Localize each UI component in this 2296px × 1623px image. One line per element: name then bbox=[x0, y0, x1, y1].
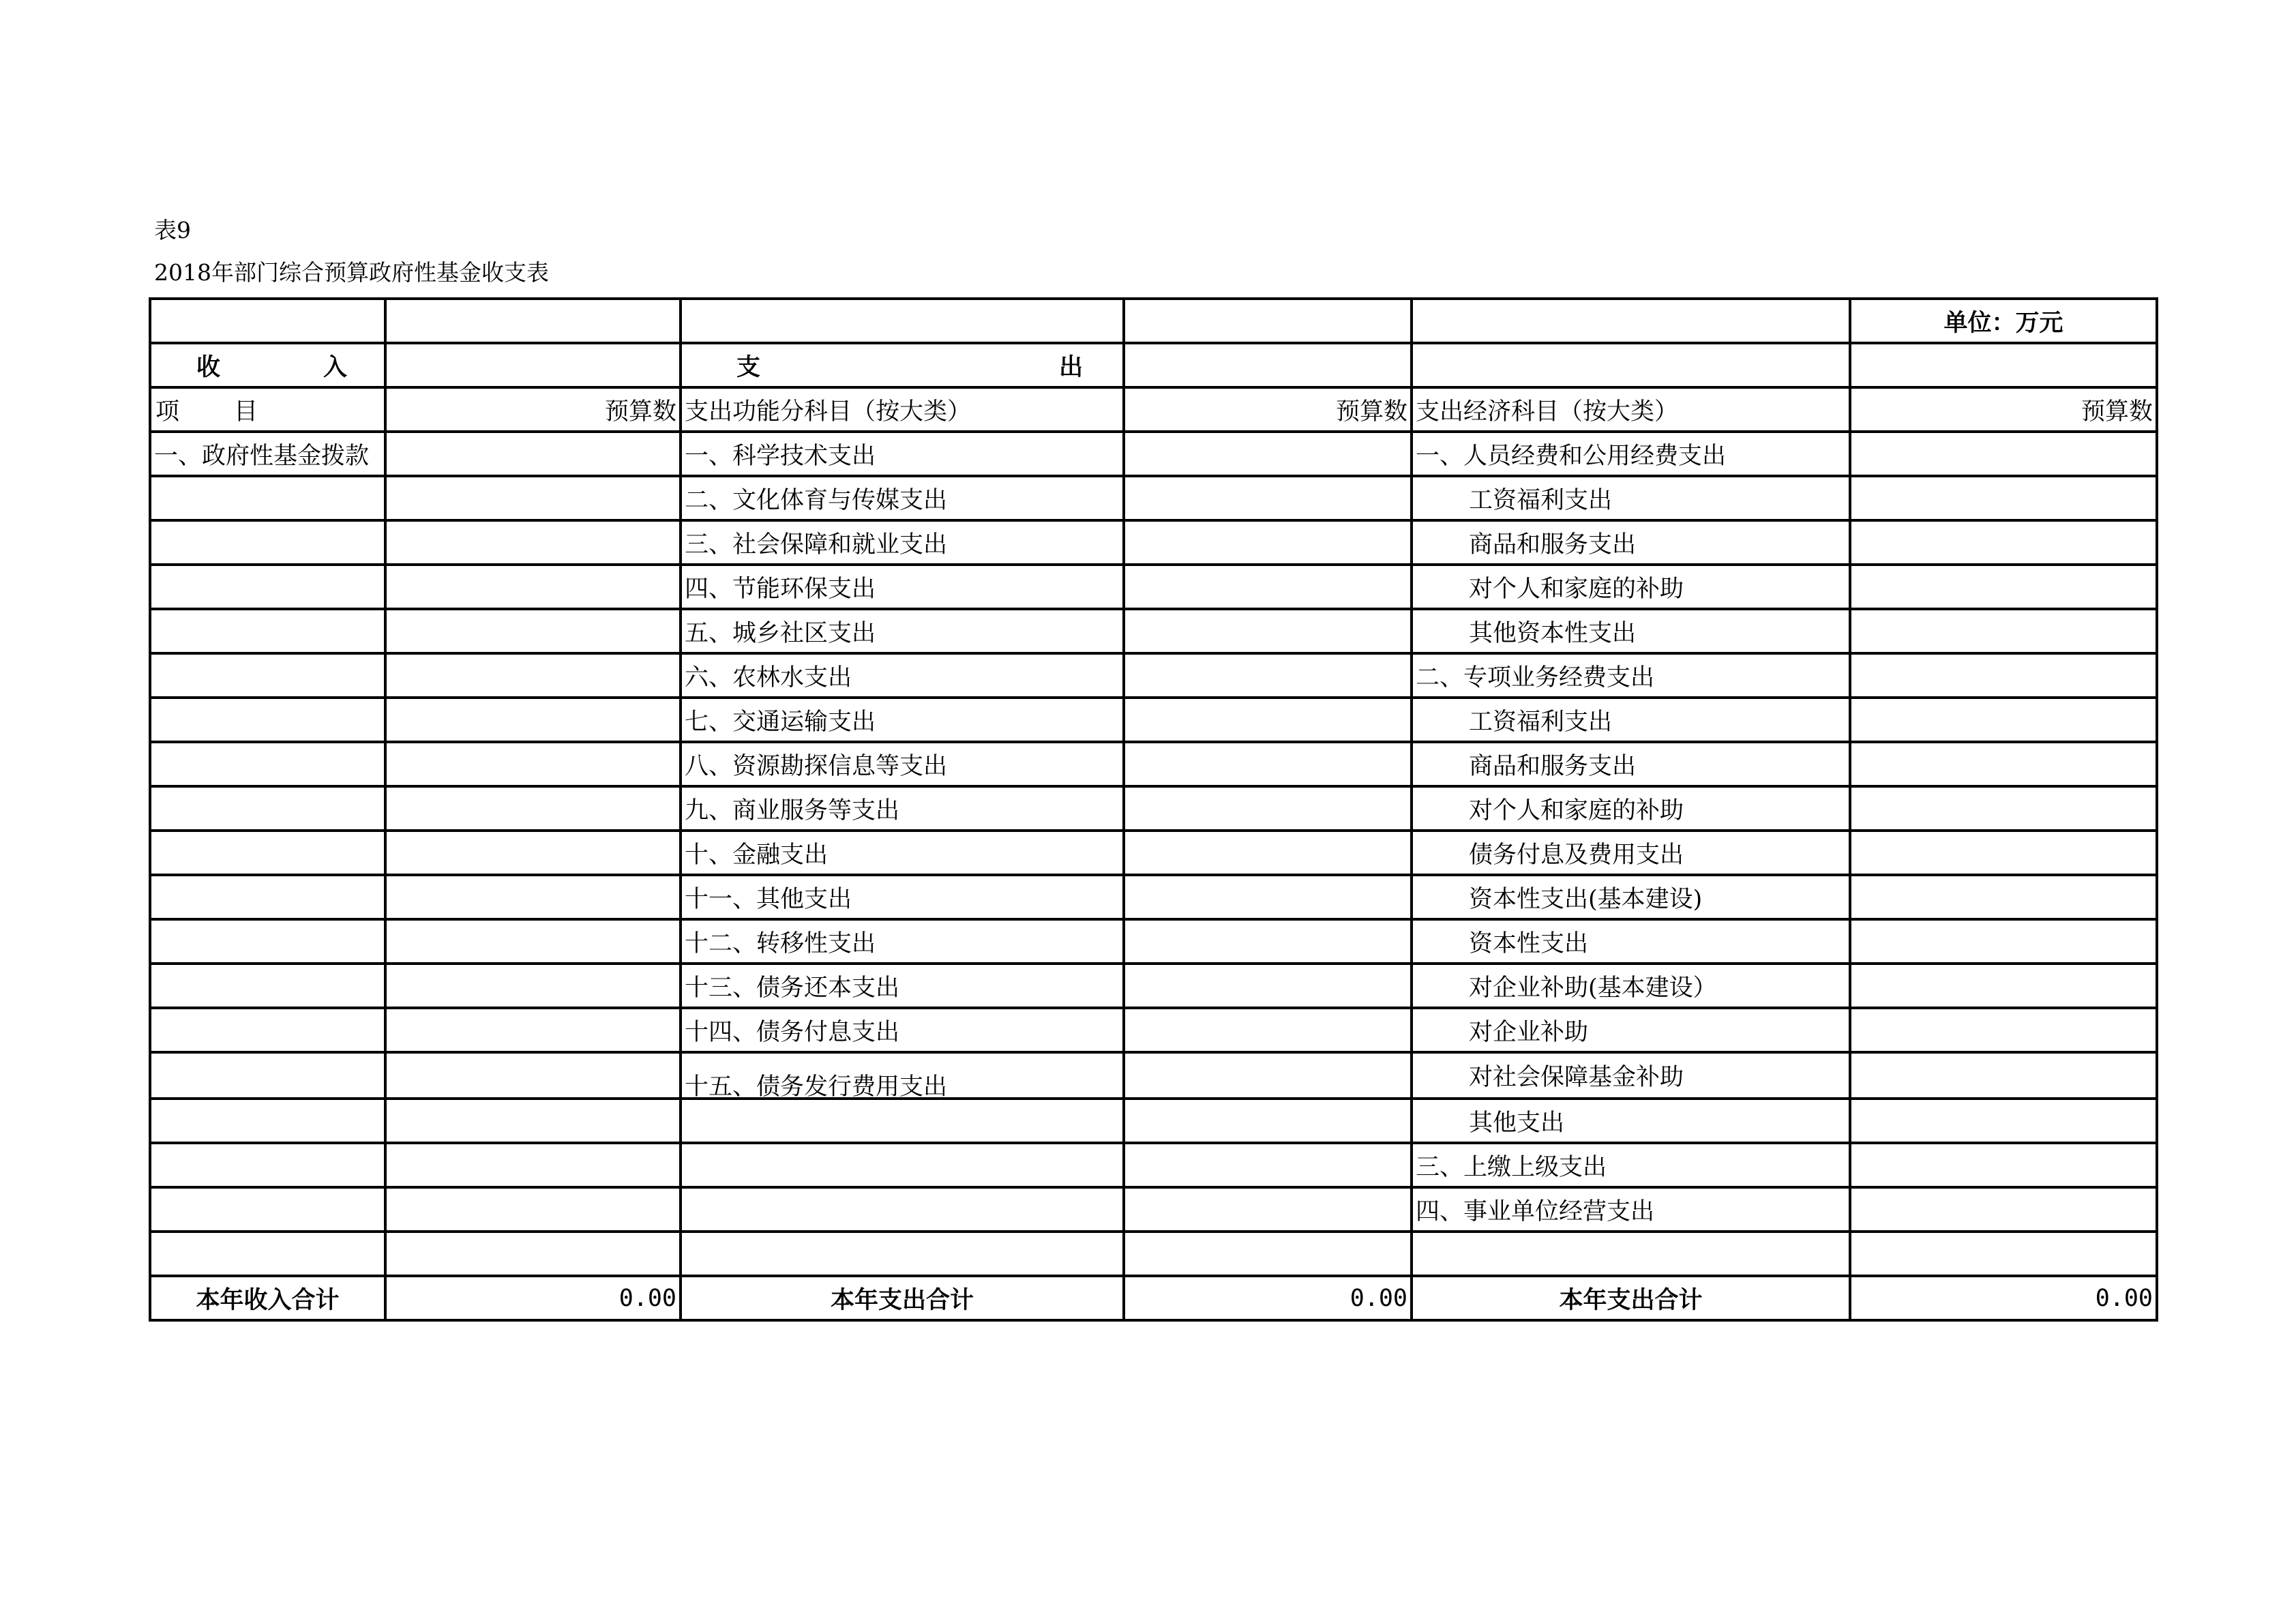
income-item bbox=[150, 742, 385, 786]
income-budget bbox=[385, 432, 681, 476]
item-header: 项 目 bbox=[150, 387, 385, 432]
functional-budget bbox=[1124, 875, 1412, 919]
table-row bbox=[150, 520, 2157, 565]
economic-item: 工资福利支出 bbox=[1412, 698, 1850, 742]
economic-item: 商品和服务支出 bbox=[1412, 520, 1850, 565]
income-total-label: 本年收入合计 bbox=[150, 1276, 385, 1320]
functional-item bbox=[681, 1143, 1124, 1187]
section-header-row bbox=[150, 343, 2157, 387]
economic-item: 对企业补助 bbox=[1412, 1008, 1850, 1052]
economic-total-label: 本年支出合计 bbox=[1412, 1276, 1850, 1320]
table-row bbox=[150, 653, 2157, 698]
functional-category-header: 支出功能分科目（按大类） bbox=[681, 387, 1124, 432]
functional-budget bbox=[1124, 476, 1412, 520]
expense-header: 支 出 bbox=[681, 343, 1124, 387]
functional-item: 六、农林水支出 bbox=[681, 653, 1124, 698]
functional-item bbox=[681, 1187, 1124, 1232]
income-item bbox=[150, 964, 385, 1008]
income-budget bbox=[385, 609, 681, 653]
income-budget bbox=[385, 1099, 681, 1143]
functional-budget bbox=[1124, 1008, 1412, 1052]
economic-budget bbox=[1850, 698, 2157, 742]
economic-item: 对社会保障基金补助 bbox=[1412, 1052, 1850, 1099]
functional-item bbox=[681, 1232, 1124, 1276]
table-row bbox=[150, 609, 2157, 653]
economic-item: 三、上缴上级支出 bbox=[1412, 1143, 1850, 1187]
economic-budget bbox=[1850, 1143, 2157, 1187]
economic-item: 二、专项业务经费支出 bbox=[1412, 653, 1850, 698]
income-budget bbox=[385, 1232, 681, 1276]
income-item bbox=[150, 1008, 385, 1052]
table-row bbox=[150, 875, 2157, 919]
functional-budget bbox=[1124, 698, 1412, 742]
functional-budget bbox=[1124, 1099, 1412, 1143]
income-budget bbox=[385, 653, 681, 698]
table-row bbox=[150, 964, 2157, 1008]
economic-category-header: 支出经济科目（按大类） bbox=[1412, 387, 1850, 432]
income-budget bbox=[385, 1143, 681, 1187]
functional-item: 五、城乡社区支出 bbox=[681, 609, 1124, 653]
economic-item: 资本性支出 bbox=[1412, 919, 1850, 964]
economic-budget bbox=[1850, 1052, 2157, 1099]
economic-item: 工资福利支出 bbox=[1412, 476, 1850, 520]
functional-budget bbox=[1124, 609, 1412, 653]
functional-budget bbox=[1124, 1143, 1412, 1187]
budget-table bbox=[149, 297, 2158, 1322]
table-number: 表9 bbox=[154, 217, 191, 243]
economic-item bbox=[1412, 1232, 1850, 1276]
income-item bbox=[150, 919, 385, 964]
income-item bbox=[150, 786, 385, 831]
income-item bbox=[150, 698, 385, 742]
economic-item: 对个人和家庭的补助 bbox=[1412, 786, 1850, 831]
table-row bbox=[150, 919, 2157, 964]
functional-item: 十三、债务还本支出 bbox=[681, 964, 1124, 1008]
table-row bbox=[150, 1232, 2157, 1276]
table-row bbox=[150, 1052, 2157, 1099]
functional-item: 四、节能环保支出 bbox=[681, 565, 1124, 609]
income-budget bbox=[385, 476, 681, 520]
economic-budget bbox=[1850, 1187, 2157, 1232]
income-budget bbox=[385, 565, 681, 609]
income-budget bbox=[385, 786, 681, 831]
table-row bbox=[150, 742, 2157, 786]
income-item bbox=[150, 831, 385, 875]
income-header: 收 入 bbox=[150, 343, 385, 387]
income-budget bbox=[385, 875, 681, 919]
functional-item: 一、科学技术支出 bbox=[681, 432, 1124, 476]
table-row bbox=[150, 432, 2157, 476]
income-budget-header: 预算数 bbox=[385, 387, 681, 432]
functional-budget bbox=[1124, 1232, 1412, 1276]
functional-budget bbox=[1124, 1052, 1412, 1099]
economic-budget bbox=[1850, 964, 2157, 1008]
economic-item: 其他资本性支出 bbox=[1412, 609, 1850, 653]
functional-budget bbox=[1124, 919, 1412, 964]
functional-item: 二、文化体育与传媒支出 bbox=[681, 476, 1124, 520]
income-item bbox=[150, 1143, 385, 1187]
economic-budget bbox=[1850, 476, 2157, 520]
economic-budget bbox=[1850, 653, 2157, 698]
unit-row bbox=[150, 299, 2157, 343]
table-row bbox=[150, 1187, 2157, 1232]
functional-budget bbox=[1124, 786, 1412, 831]
table-row bbox=[150, 1143, 2157, 1187]
income-item bbox=[150, 476, 385, 520]
income-item bbox=[150, 609, 385, 653]
functional-budget bbox=[1124, 831, 1412, 875]
functional-budget-header: 预算数 bbox=[1124, 387, 1412, 432]
functional-budget bbox=[1124, 432, 1412, 476]
income-item bbox=[150, 1232, 385, 1276]
income-budget bbox=[385, 919, 681, 964]
economic-item: 一、人员经费和公用经费支出 bbox=[1412, 432, 1850, 476]
table-row bbox=[150, 786, 2157, 831]
economic-budget bbox=[1850, 609, 2157, 653]
economic-total-value: 0.00 bbox=[1850, 1276, 2157, 1320]
income-budget bbox=[385, 831, 681, 875]
income-item bbox=[150, 1052, 385, 1099]
income-budget bbox=[385, 520, 681, 565]
economic-budget bbox=[1850, 786, 2157, 831]
functional-item: 八、资源勘探信息等支出 bbox=[681, 742, 1124, 786]
table-title: 2018年部门综合预算政府性基金收支表 bbox=[154, 259, 549, 286]
functional-total-value: 0.00 bbox=[1124, 1276, 1412, 1320]
income-item: 一、政府性基金拨款 bbox=[150, 432, 385, 476]
economic-item: 对个人和家庭的补助 bbox=[1412, 565, 1850, 609]
income-item bbox=[150, 1099, 385, 1143]
unit-label: 单位：万元 bbox=[1850, 299, 2157, 343]
economic-budget bbox=[1850, 520, 2157, 565]
functional-budget bbox=[1124, 520, 1412, 565]
economic-budget bbox=[1850, 875, 2157, 919]
table-row bbox=[150, 565, 2157, 609]
economic-budget bbox=[1850, 831, 2157, 875]
income-item bbox=[150, 875, 385, 919]
table-row bbox=[150, 831, 2157, 875]
economic-budget-header: 预算数 bbox=[1850, 387, 2157, 432]
column-header-row bbox=[150, 387, 2157, 432]
economic-budget bbox=[1850, 1099, 2157, 1143]
functional-item: 十五、债务发行费用支出 bbox=[681, 1052, 1124, 1099]
economic-budget bbox=[1850, 1232, 2157, 1276]
functional-item: 十四、债务付息支出 bbox=[681, 1008, 1124, 1052]
functional-budget bbox=[1124, 565, 1412, 609]
economic-item: 债务付息及费用支出 bbox=[1412, 831, 1850, 875]
income-item bbox=[150, 565, 385, 609]
functional-item: 十、金融支出 bbox=[681, 831, 1124, 875]
income-budget bbox=[385, 1187, 681, 1232]
functional-item: 十二、转移性支出 bbox=[681, 919, 1124, 964]
functional-item bbox=[681, 1099, 1124, 1143]
economic-item: 商品和服务支出 bbox=[1412, 742, 1850, 786]
functional-budget bbox=[1124, 964, 1412, 1008]
income-budget bbox=[385, 698, 681, 742]
income-budget bbox=[385, 1052, 681, 1099]
economic-item: 其他支出 bbox=[1412, 1099, 1850, 1143]
table-row bbox=[150, 1008, 2157, 1052]
totals-row bbox=[150, 1276, 2157, 1320]
functional-total-label: 本年支出合计 bbox=[681, 1276, 1124, 1320]
functional-budget bbox=[1124, 653, 1412, 698]
income-budget bbox=[385, 742, 681, 786]
functional-item: 七、交通运输支出 bbox=[681, 698, 1124, 742]
income-budget bbox=[385, 1008, 681, 1052]
income-item bbox=[150, 653, 385, 698]
functional-budget bbox=[1124, 1187, 1412, 1232]
economic-budget bbox=[1850, 565, 2157, 609]
economic-item: 资本性支出(基本建设) bbox=[1412, 875, 1850, 919]
income-item bbox=[150, 520, 385, 565]
functional-item: 九、商业服务等支出 bbox=[681, 786, 1124, 831]
table-row bbox=[150, 1099, 2157, 1143]
economic-budget bbox=[1850, 919, 2157, 964]
income-total-value: 0.00 bbox=[385, 1276, 681, 1320]
economic-budget bbox=[1850, 432, 2157, 476]
economic-item: 四、事业单位经营支出 bbox=[1412, 1187, 1850, 1232]
income-budget bbox=[385, 964, 681, 1008]
income-item bbox=[150, 1187, 385, 1232]
functional-item: 三、社会保障和就业支出 bbox=[681, 520, 1124, 565]
economic-budget bbox=[1850, 1008, 2157, 1052]
functional-item: 十一、其他支出 bbox=[681, 875, 1124, 919]
economic-item: 对企业补助(基本建设） bbox=[1412, 964, 1850, 1008]
table-row bbox=[150, 698, 2157, 742]
functional-budget bbox=[1124, 742, 1412, 786]
economic-budget bbox=[1850, 742, 2157, 786]
table-row bbox=[150, 476, 2157, 520]
